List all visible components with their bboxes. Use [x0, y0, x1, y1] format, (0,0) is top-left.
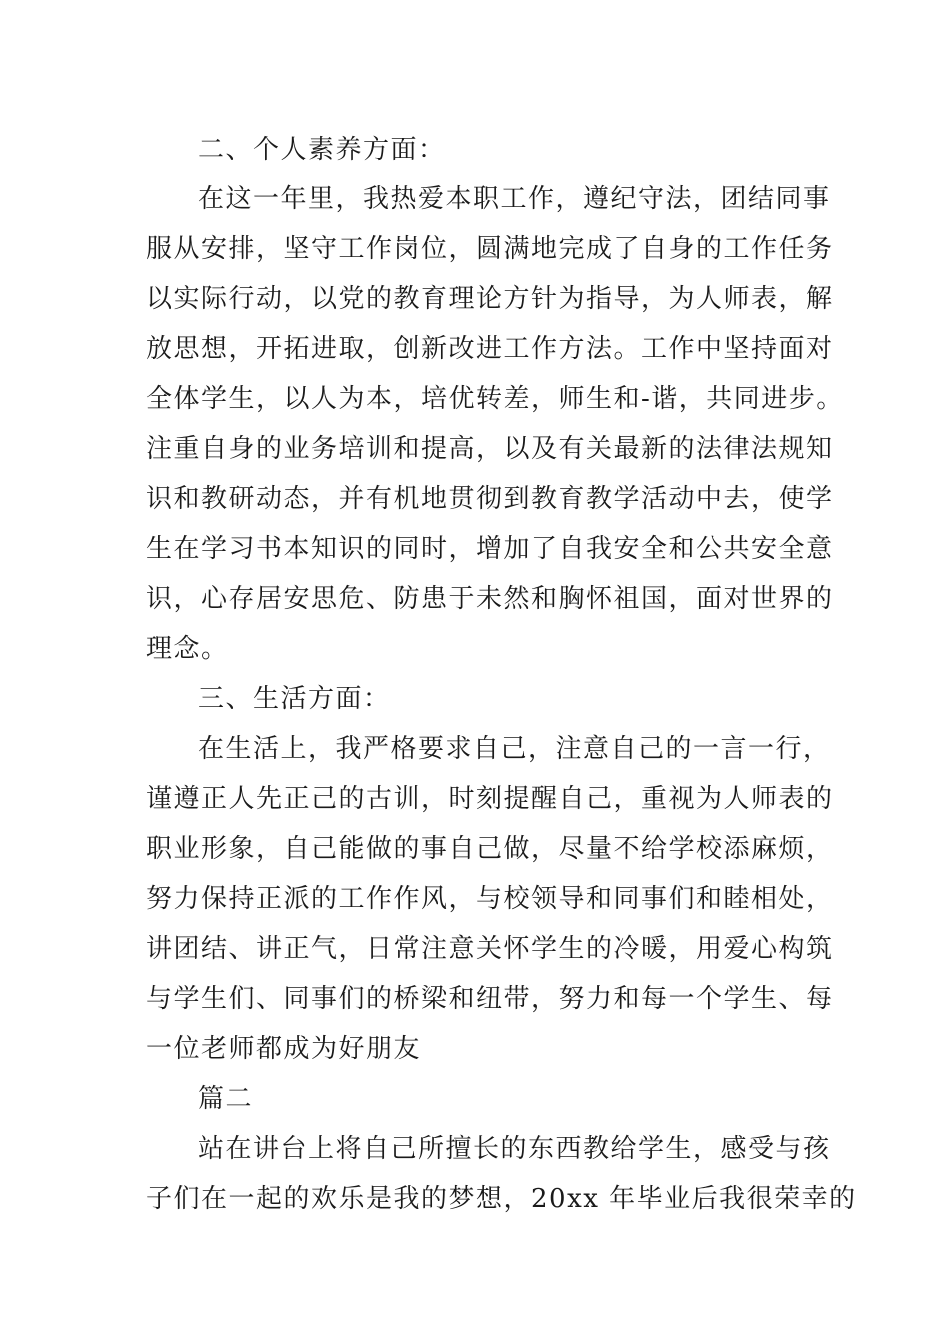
paragraph-line: 子们在一起的欢乐是我的梦想，20xx 年毕业后我很荣幸的: [146, 1184, 857, 1214]
section-heading-life: 三、生活方面：: [198, 684, 391, 714]
section-heading-personal: 二、个人素养方面：: [198, 135, 446, 165]
paragraph-line: 注重自身的业务培训和提高，以及有关最新的法律法规知: [146, 434, 834, 464]
paragraph-line: 放思想，开拓进取，创新改进工作方法。工作中坚持面对: [146, 334, 834, 364]
paragraph-line: 在这一年里，我热爱本职工作，遵纪守法，团结同事: [198, 184, 831, 214]
paragraph-line: 以实际行动，以党的教育理论方针为指导，为人师表，解: [146, 284, 834, 314]
paragraph-line: 职业形象，自己能做的事自己做，尽量不给学校添麻烦，: [146, 834, 834, 864]
paragraph-line: 理念。: [146, 634, 229, 664]
paragraph-line: 在生活上，我严格要求自己，注意自己的一言一行，: [198, 734, 831, 764]
paragraph-line: 与学生们、同事们的桥梁和纽带，努力和每一个学生、每: [146, 984, 834, 1014]
paragraph-line: 谨遵正人先正己的古训，时刻提醒自己，重视为人师表的: [146, 784, 834, 814]
paragraph-line: 一位老师都成为好朋友: [146, 1034, 422, 1064]
paragraph-line: 服从安排，坚守工作岗位，圆满地完成了自身的工作任务: [146, 234, 834, 264]
paragraph-line: 讲团结、讲正气，日常注意关怀学生的冷暖，用爱心构筑: [146, 934, 834, 964]
paragraph-line: 站在讲台上将自己所擅长的东西教给学生，感受与孩: [198, 1134, 831, 1164]
paragraph-line: 识，心存居安思危、防患于未然和胸怀祖国，面对世界的: [146, 584, 834, 614]
paragraph-line: 努力保持正派的工作作风，与校领导和同事们和睦相处，: [146, 884, 834, 914]
paragraph-line: 识和教研动态，并有机地贯彻到教育教学活动中去，使学: [146, 484, 834, 514]
paragraph-line: 生在学习书本知识的同时，增加了自我安全和公共安全意: [146, 534, 834, 564]
paragraph-line: 全体学生，以人为本，培优转差，师生和-谐，共同进步。: [146, 384, 844, 414]
section-heading-part-two: 篇二: [198, 1084, 254, 1114]
